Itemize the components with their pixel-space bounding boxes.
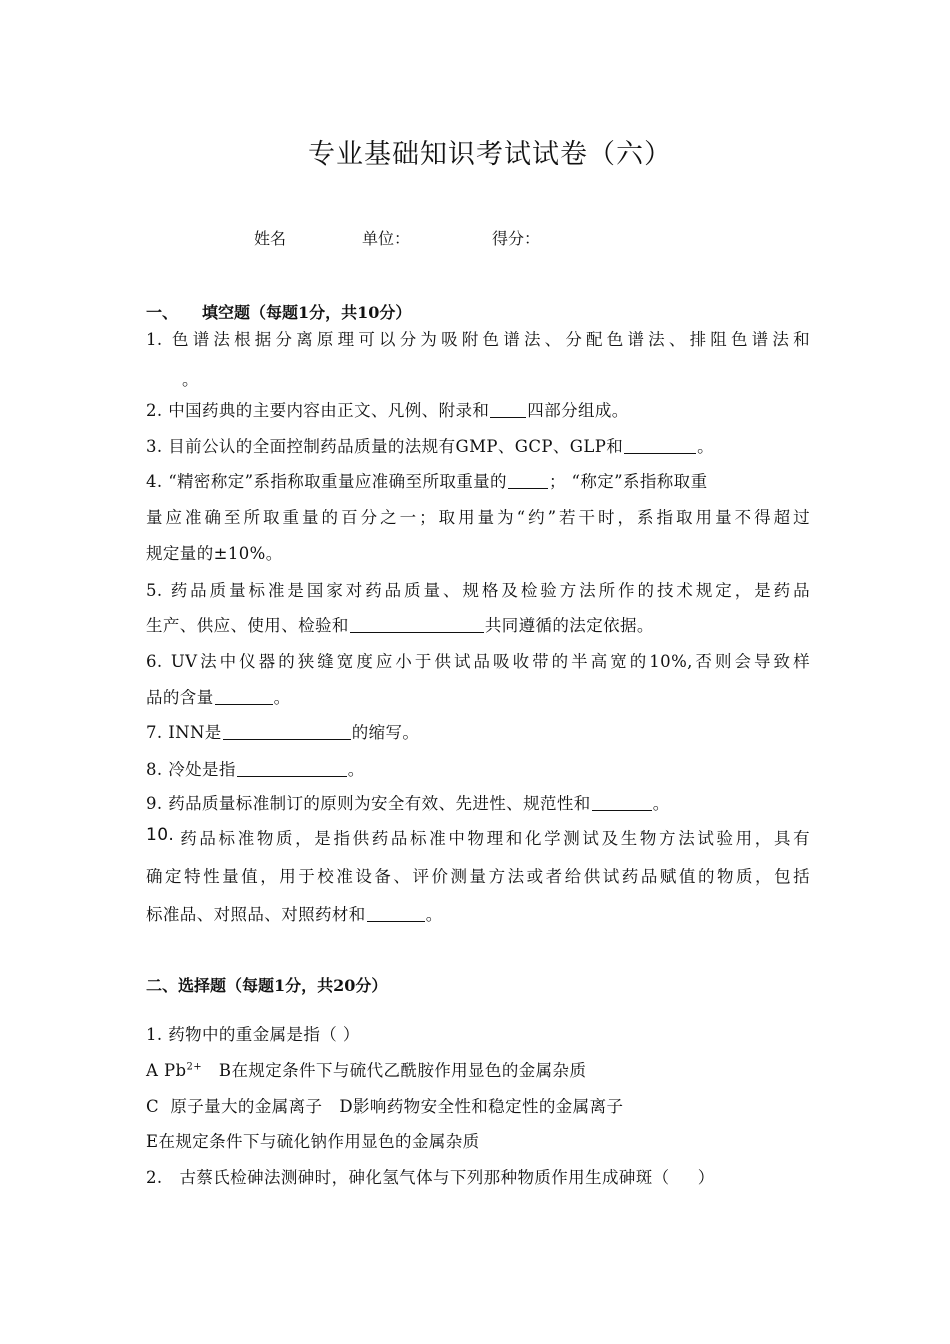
question-4-text: 4. “精密称定”系指称取重量应准确至所取重量的 xyxy=(146,472,507,491)
question-4-line-2: 量应准确至所取重量的百分之一；取用量为“约”若干时，系指取用量不得超过 xyxy=(146,508,810,527)
question-5-text-end: 共同遵循的法定依据。 xyxy=(484,616,654,635)
question-7-text: 7. INN是 xyxy=(146,723,222,742)
question-5-text: 生产、供应、使用、检验和 xyxy=(146,616,349,635)
question-6-text: 品的含量 xyxy=(146,688,214,707)
question-10-text-end: 。 xyxy=(425,905,443,924)
page-title: 专业基础知识考试试卷（六） xyxy=(308,139,672,170)
question-10-number: 10. xyxy=(146,825,175,845)
question-6-text-end: 。 xyxy=(273,688,291,707)
question-5-line-2 xyxy=(146,612,810,636)
answer-blank xyxy=(490,401,526,419)
choice-question-1-options-cd: C 原子量大的金属离子 D影响药物安全性和稳定性的金属离子 xyxy=(146,1097,624,1116)
question-4-line-1 xyxy=(146,468,810,492)
question-2-text: 2. 中国药典的主要内容由正文、凡例、附录和 xyxy=(146,401,490,420)
option-b: B在规定条件下与硫代乙酰胺作用显色的金属杂质 xyxy=(201,1061,587,1080)
answer-blank xyxy=(350,616,484,634)
question-9-text-end: 。 xyxy=(652,794,670,813)
question-8 xyxy=(146,756,810,780)
question-2 xyxy=(146,397,810,421)
question-5-line-1: 5. 药品质量标准是国家对药品质量、规格及检验方法所作的技术规定，是药品 xyxy=(146,581,810,600)
choice-question-1: 1. 药物中的重金属是指（ ） xyxy=(146,1025,360,1044)
question-3 xyxy=(146,433,810,457)
question-9-text: 9. 药品质量标准制订的原则为安全有效、先进性、规范性和 xyxy=(146,794,591,813)
score-field-label: 得分： xyxy=(492,229,541,248)
section2-heading: 二、选择题（每题1分，共20分） xyxy=(146,976,388,995)
question-3-text: 3. 目前公认的全面控制药品质量的法规有GMP、GCP、GLP和 xyxy=(146,437,624,456)
unit-field-label: 单位： xyxy=(362,229,411,248)
question-10-text-3: 标准品、对照品、对照药材和 xyxy=(146,905,366,924)
choice-question-1-option-e: E在规定条件下与硫化钠作用显色的金属杂质 xyxy=(146,1132,480,1151)
question-4-line-3: 规定量的±10%。 xyxy=(146,544,283,563)
section1-heading: 一、 填空题（每题1分，共10分） xyxy=(146,303,412,322)
choice-question-1-options-ab xyxy=(146,1057,810,1081)
question-8-text: 8. 冷处是指 xyxy=(146,760,236,779)
question-1-line-1: 1. 色谱法根据分离原理可以分为吸附色谱法、分配色谱法、排阻色谱法和 xyxy=(146,330,810,349)
question-3-text-end: 。 xyxy=(697,437,715,456)
question-4-text-mid: ； “称定”系指称取重 xyxy=(548,472,708,491)
question-10-line-3 xyxy=(146,901,810,925)
answer-blank xyxy=(624,437,696,455)
answer-blank xyxy=(367,905,425,923)
question-7-text-end: 的缩写。 xyxy=(351,723,420,742)
name-field-label: 姓名 xyxy=(254,229,287,248)
option-a: A Pb xyxy=(146,1061,187,1080)
answer-blank xyxy=(223,723,351,741)
question-10-line-1 xyxy=(146,825,810,849)
question-10-line-2: 确定特性量值，用于校准设备、评价测量方法或者给供试药品赋值的物质，包括 xyxy=(146,867,810,886)
choice-question-2: 2. 古蔡氏检砷法测砷时，砷化氢气体与下列那种物质作用生成砷斑（ ） xyxy=(146,1168,715,1187)
answer-blank xyxy=(237,760,347,778)
question-6-line-1: 6. UV法中仪器的狭缝宽度应小于供试品吸收带的半高宽的10%,否则会导致样 xyxy=(146,652,810,671)
question-6-line-2 xyxy=(146,684,810,708)
option-a-superscript: 2+ xyxy=(186,1061,202,1073)
question-7 xyxy=(146,719,810,743)
answer-blank xyxy=(508,472,548,490)
question-9 xyxy=(146,790,810,814)
question-2-text-end: 四部分组成。 xyxy=(527,401,629,420)
question-10-text: 药品标准物质，是指供药品标准中物理和化学测试及生物方法试验用，具有 xyxy=(180,829,810,848)
question-1-line-2: 。 xyxy=(182,370,199,389)
answer-blank xyxy=(215,688,273,706)
question-8-text-end: 。 xyxy=(347,760,365,779)
answer-blank xyxy=(592,794,652,812)
